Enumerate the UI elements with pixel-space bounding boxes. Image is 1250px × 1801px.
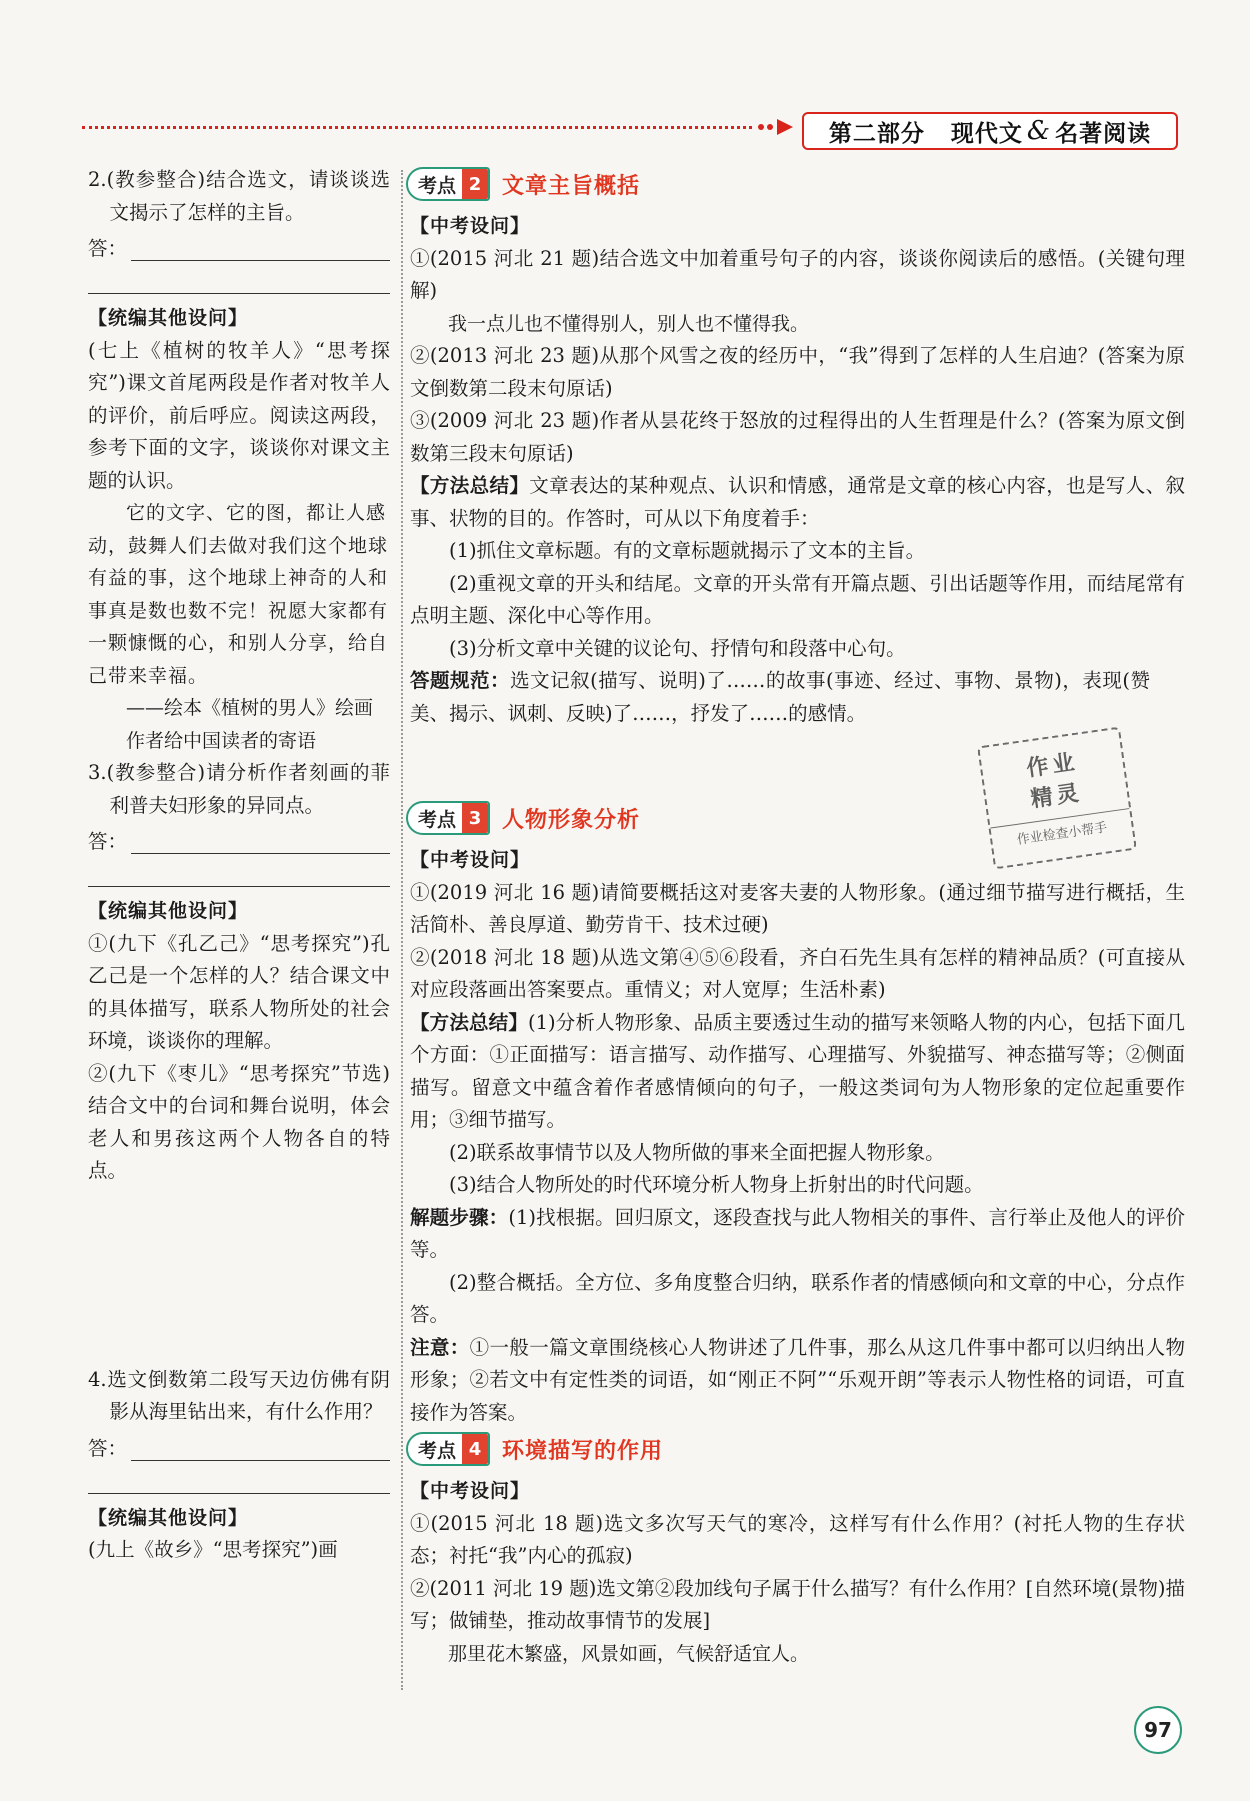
topic-heading-2 <box>406 164 1185 204</box>
topic-label: 考点 <box>418 174 457 197</box>
steps-tag: 解题步骤： <box>410 1205 509 1229</box>
question-4: 4.选文倒数第二段写天边仿佛有阴影从海里钻出来，有什么作用？ <box>88 1367 390 1423</box>
answer-line[interactable] <box>88 822 390 854</box>
exam-question: ②(2011 河北 19 题)选文第②段加线句子属于什么描写？有什么作用？[自然环境(景物)描写；做铺垫，推动故事情节的发展] <box>410 1576 1185 1632</box>
topic-number: 3 <box>462 803 488 833</box>
topic-badge <box>406 1432 490 1466</box>
other-question-item: ②(九下《枣儿》“思考探究”节选)结合文中的台词和舞台说明，体会老人和男孩这两个人物各自的特点。 <box>88 1061 390 1182</box>
topic-label: 考点 <box>418 808 457 831</box>
excerpt-signature: ——绘本《植树的男人》绘画作者给中国读者的寄语 <box>126 697 374 752</box>
topic-label: 考点 <box>418 1439 457 1462</box>
answer-rule[interactable] <box>88 854 390 887</box>
exam-question-tag: 【中考设问】 <box>410 1480 531 1502</box>
homework-stamp <box>977 727 1137 870</box>
exam-question: ②(2018 河北 18 题)从选文第④⑤⑥段看，齐白石先生具有怎样的精神品质？(可直接从对应段落画出答案要点。重情义；对人宽厚；生活朴素) <box>410 945 1185 1001</box>
exam-question: ②(2013 河北 23 题)从那个风雪之夜的经历中，“我”得到了怎样的人生启迪？(答案为原文倒数第二段末句原话) <box>410 344 1185 400</box>
other-question-tag: 【统编其他设问】 <box>88 1506 249 1529</box>
exam-question-tag: 【中考设问】 <box>410 849 531 871</box>
section-header <box>802 112 1178 150</box>
steps-text: (1)找根据。回归原文，逐段查找与此人物相关的事件、言行举止及他人的评价等。 <box>410 1205 1185 1261</box>
left-column <box>88 164 390 1567</box>
other-question-item: ①(九下《孔乙己》“思考探究”)孔乙己是一个怎样的人？结合课文中的具体描写，联系人物所处的社会环境，谈谈你的理解。 <box>88 931 390 1052</box>
method-tag: 【方法总结】 <box>410 1010 529 1034</box>
exam-quote: 那里花木繁盛，风景如画，气候舒适宜人。 <box>448 1642 810 1665</box>
topic-heading-4 <box>406 1429 1185 1469</box>
answer-norm-tag: 答题规范： <box>410 669 511 692</box>
right-column <box>410 164 1185 1670</box>
other-question-body: (七上《植树的牧羊人》“思考探究”)课文首尾两段是作者对牧羊人的评价，前后呼应。阅读这两段，参考下面的文字，谈谈你对课文主题的认识。 <box>88 338 390 492</box>
answer-rule[interactable] <box>88 261 390 294</box>
topic-title: 人物形象分析 <box>502 807 641 833</box>
page-number: 97 <box>1134 1706 1182 1754</box>
answer-norm-text: 选文记叙(描写、说明)了……的故事(事迹、经过、事物、景物)，表现(赞美、揭示、讽刺、反映)了……，抒发了……的感情。 <box>410 669 1150 725</box>
note-tag: 注意： <box>410 1335 470 1359</box>
topic-title: 文章主旨概括 <box>502 173 641 199</box>
answer-label: 答： <box>88 1436 128 1460</box>
steps-point: (2)整合概括。全方位、多角度整合归纳，联系作者的情感倾向和文章的中心，分点作答。 <box>410 1270 1185 1326</box>
method-point: (1)抓住文章标题。有的文章标题就揭示了文本的主旨。 <box>449 539 926 562</box>
method-point: (3)分析文章中关键的议论句、抒情句和段落中心句。 <box>449 636 906 660</box>
header-dotted-rule <box>82 126 752 129</box>
note-text: ①一般一篇文章围绕核心人物讲述了几件事，那么从这几件事中都可以归纳出人物形象；②若文中有定性类的词语，如“刚正不阿”“乐观开朗”等表示人物性格的词语，可直接作为答案。 <box>410 1335 1185 1424</box>
topic-title: 环境描写的作用 <box>502 1438 664 1464</box>
answer-line[interactable] <box>88 229 390 261</box>
answer-line[interactable] <box>88 1429 390 1461</box>
topic-number: 2 <box>462 169 488 199</box>
arrow-right-icon <box>757 118 797 136</box>
method-point: (3)结合人物所处的时代环境分析人物身上折射出的时代问题。 <box>449 1173 984 1196</box>
answer-label: 答： <box>88 830 128 853</box>
exam-question: ①(2015 河北 21 题)结合选文中加着重号句子的内容，谈谈你阅读后的感悟。(关键句理解) <box>410 246 1185 302</box>
question-2: 2.(教参整合)结合选文，请谈谈选文揭示了怎样的主旨。 <box>88 168 390 224</box>
topic-badge <box>406 801 490 835</box>
excerpt-quote: 它的文字、它的图，都让人感动，鼓舞人们去做对我们这个地球有益的事，这个地球上神奇的人和事真是数也数不完！祝愿大家都有一颗慷慨的心，和别人分享，给自己带来幸福。 <box>88 502 389 687</box>
question-3: 3.(教参整合)请分析作者刻画的菲利普夫妇形象的异同点。 <box>88 761 390 817</box>
header-section-b: 名著阅读 <box>1055 120 1152 147</box>
method-text: 文章表达的某种观点、认识和情感，通常是文章的核心内容，也是写人、叙事、状物的目的。作答时，可从以下角度着手： <box>410 474 1185 530</box>
exam-question: ③(2009 河北 23 题)作者从昙花终于怒放的过程得出的人生哲理是什么？(答案为原文倒数第三段末句原话) <box>410 409 1185 465</box>
topic-badge <box>406 167 490 201</box>
answer-label: 答： <box>88 237 128 260</box>
header-section-a: 现代文 <box>950 120 1023 147</box>
other-question-item: (九上《故乡》“思考探究”)画 <box>88 1538 338 1561</box>
header-amp: & <box>1026 116 1052 146</box>
stamp-line-2: 精灵 <box>1029 779 1085 813</box>
method-text: (1)分析人物形象、品质主要透过生动的描写来领略人物的内心，包括下面几个方面：①正面描写：语言描写、动作描写、心理描写、外貌描写、神态描写等；②侧面描写。留意文中蕴含着作者感情倾向的句子，一般这类词句为人物形象的定位起重要作用；③细节描写。 <box>410 1010 1185 1131</box>
other-question-tag: 【统编其他设问】 <box>88 307 249 329</box>
topic-number: 4 <box>462 1434 488 1464</box>
method-tag: 【方法总结】 <box>410 474 530 497</box>
exam-quote: 我一点儿也不懂得别人，别人也不懂得我。 <box>448 312 810 335</box>
exam-question: ①(2019 河北 16 题)请简要概括这对麦客夫妻的人物形象。(通过细节描写进行概括，生活简朴、善良厚道、勤劳肯干、技术过硬) <box>410 880 1185 936</box>
other-question-tag: 【统编其他设问】 <box>88 900 249 922</box>
method-point: (2)重视文章的开头和结尾。文章的开头常有开篇点题、引出话题等作用，而结尾常有点明主题、深化中心等作用。 <box>410 571 1185 627</box>
exam-question: ①(2015 河北 18 题)选文多次写天气的寒冷，这样写有什么作用？(衬托人物的生存状态；衬托“我”内心的孤寂) <box>410 1511 1185 1567</box>
stamp-line-1: 作业 <box>1024 748 1080 782</box>
stamp-line-3: 作业检查小帮手 <box>990 808 1132 851</box>
answer-rule[interactable] <box>88 1461 390 1494</box>
method-point: (2)联系故事情节以及人物所做的事来全面把握人物形象。 <box>449 1140 945 1164</box>
column-divider <box>401 170 403 1690</box>
header-part: 第二部分 <box>828 120 925 147</box>
exam-question-tag: 【中考设问】 <box>410 215 531 237</box>
